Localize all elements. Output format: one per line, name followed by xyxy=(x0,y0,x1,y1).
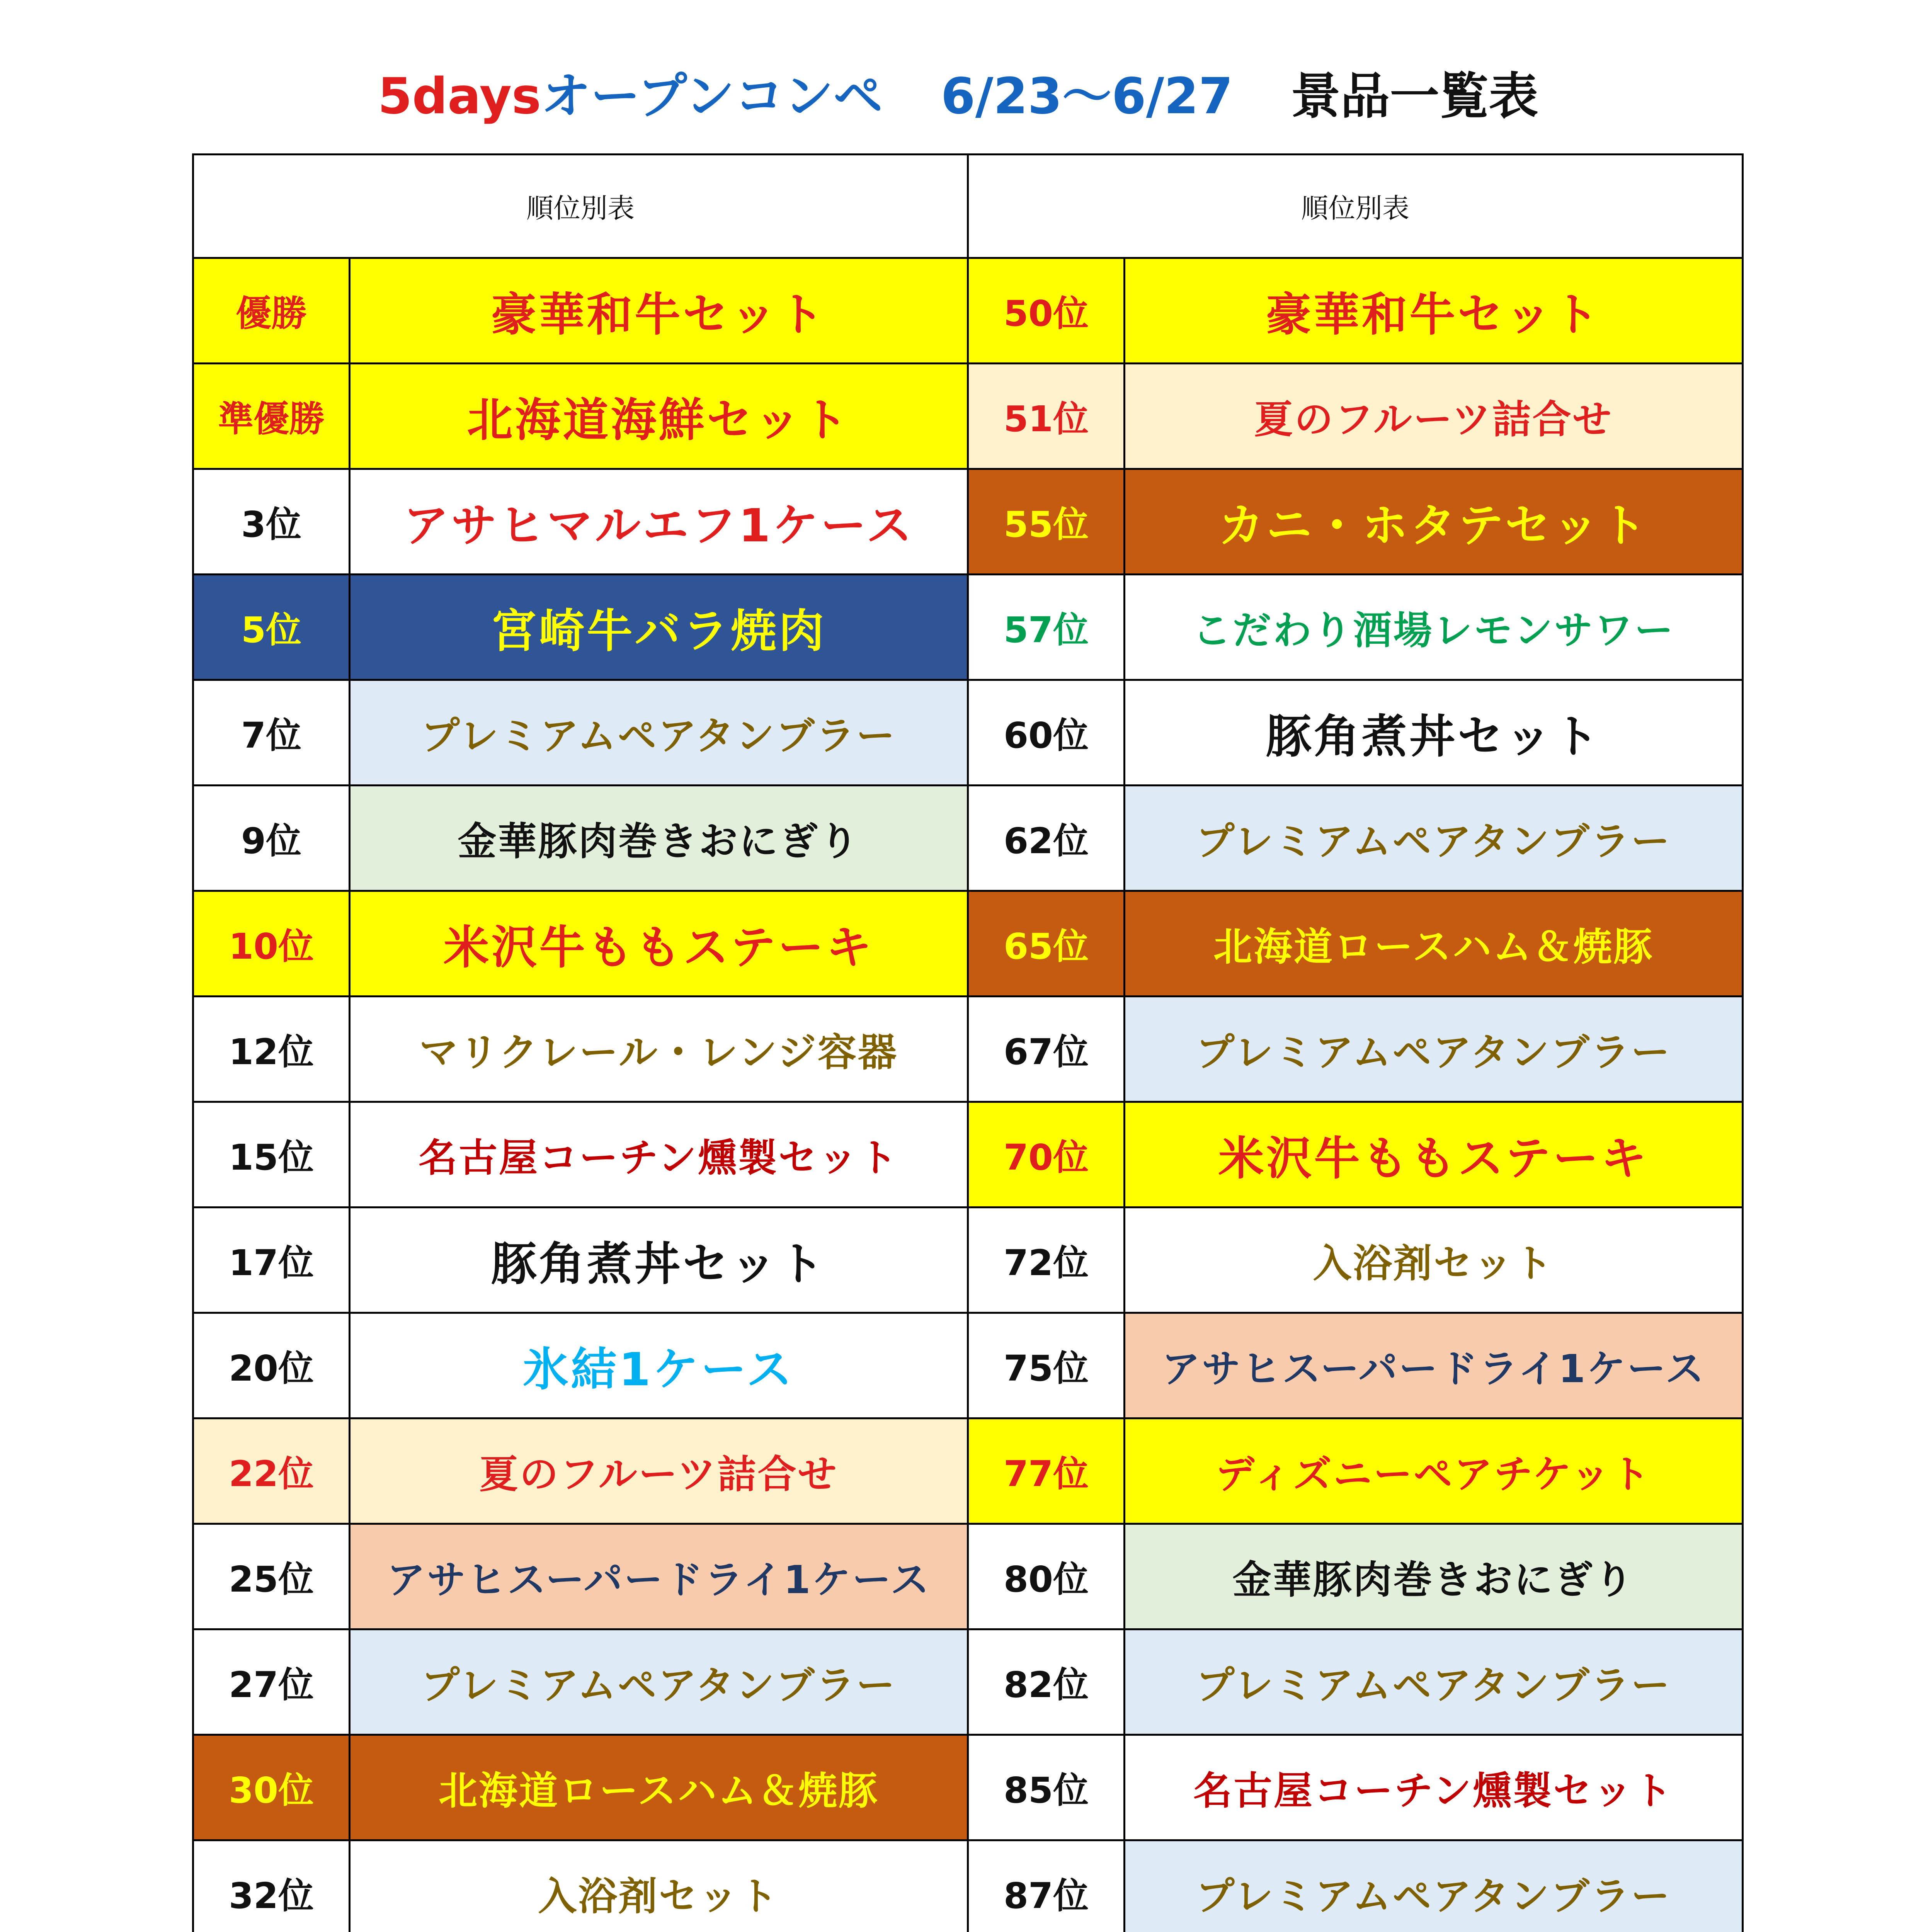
prize-cell-left: 米沢牛ももステーキ xyxy=(350,891,968,997)
prize-cell-left: 入浴剤セット xyxy=(350,1840,968,1932)
prize-cell-right: 金華豚肉巻きおにぎり xyxy=(1125,1524,1743,1629)
table-row xyxy=(193,1313,1743,1418)
rank-cell-right: 50位 xyxy=(968,258,1125,364)
page-title xyxy=(0,58,1916,135)
prize-cell-right: 豪華和牛セット xyxy=(1125,258,1743,364)
prize-cell-right: 北海道ロースハム＆焼豚 xyxy=(1125,891,1743,997)
rank-cell-left: 20位 xyxy=(193,1313,350,1418)
prize-cell-left: 夏のフルーツ詰合せ xyxy=(350,1418,968,1524)
rank-cell-right: 72位 xyxy=(968,1208,1125,1313)
rank-cell-left: 17位 xyxy=(193,1208,350,1313)
rank-cell-right: 55位 xyxy=(968,469,1125,575)
prize-table xyxy=(192,153,1744,1932)
rank-cell-left: 優勝 xyxy=(193,258,350,364)
rank-cell-right: 77位 xyxy=(968,1418,1125,1524)
rank-cell-right: 75位 xyxy=(968,1313,1125,1418)
rank-cell-right: 51位 xyxy=(968,364,1125,469)
rank-cell-left: 32位 xyxy=(193,1840,350,1932)
prize-cell-right: プレミアムペアタンブラー xyxy=(1125,1629,1743,1735)
prize-cell-right: 入浴剤セット xyxy=(1125,1208,1743,1313)
prize-cell-right: ディズニーペアチケット xyxy=(1125,1418,1743,1524)
title-open-compe: オープンコンペ xyxy=(541,68,883,125)
rank-cell-right: 82位 xyxy=(968,1629,1125,1735)
table-row xyxy=(193,364,1743,469)
rank-cell-right: 62位 xyxy=(968,786,1125,891)
prize-cell-left: アサヒマルエフ1ケース xyxy=(350,469,968,575)
prize-cell-right: こだわり酒場レモンサワー xyxy=(1125,575,1743,680)
rank-cell-left: 7位 xyxy=(193,680,350,786)
prize-cell-left: 豚角煮丼セット xyxy=(350,1208,968,1313)
rank-cell-left: 27位 xyxy=(193,1629,350,1735)
rank-cell-left: 12位 xyxy=(193,997,350,1102)
prize-table-body xyxy=(193,155,1743,1932)
rank-cell-right: 80位 xyxy=(968,1524,1125,1629)
prize-cell-right: プレミアムペアタンブラー xyxy=(1125,786,1743,891)
title-5days: 5days xyxy=(378,68,541,125)
table-row xyxy=(193,1629,1743,1735)
prize-cell-right: 米沢牛ももステーキ xyxy=(1125,1102,1743,1208)
table-row xyxy=(193,680,1743,786)
rank-cell-right: 85位 xyxy=(968,1735,1125,1840)
table-row xyxy=(193,1208,1743,1313)
prize-cell-right: 名古屋コーチン燻製セット xyxy=(1125,1735,1743,1840)
rank-cell-left: 22位 xyxy=(193,1418,350,1524)
rank-cell-right: 87位 xyxy=(968,1840,1125,1932)
rank-cell-right: 70位 xyxy=(968,1102,1125,1208)
prize-cell-left: 豪華和牛セット xyxy=(350,258,968,364)
table-row xyxy=(193,469,1743,575)
prize-cell-right: カニ・ホタテセット xyxy=(1125,469,1743,575)
prize-cell-left: 氷結1ケース xyxy=(350,1313,968,1418)
prize-cell-left: 北海道ロースハム＆焼豚 xyxy=(350,1735,968,1840)
table-row xyxy=(193,1524,1743,1629)
prize-cell-left: 金華豚肉巻きおにぎり xyxy=(350,786,968,891)
table-row xyxy=(193,786,1743,891)
prize-cell-left: プレミアムペアタンブラー xyxy=(350,1629,968,1735)
prize-cell-left: プレミアムペアタンブラー xyxy=(350,680,968,786)
rank-cell-left: 3位 xyxy=(193,469,350,575)
table-row xyxy=(193,258,1743,364)
rank-cell-right: 67位 xyxy=(968,997,1125,1102)
rank-cell-left: 15位 xyxy=(193,1102,350,1208)
prize-cell-right: 豚角煮丼セット xyxy=(1125,680,1743,786)
rank-cell-right: 65位 xyxy=(968,891,1125,997)
title-prize-list: 景品一覧表 xyxy=(1291,68,1538,125)
rank-cell-right: 60位 xyxy=(968,680,1125,786)
rank-cell-left: 準優勝 xyxy=(193,364,350,469)
prize-cell-right: プレミアムペアタンブラー xyxy=(1125,997,1743,1102)
header-right: 順位別表 xyxy=(968,155,1743,258)
table-row xyxy=(193,1840,1743,1932)
table-row xyxy=(193,997,1743,1102)
table-row xyxy=(193,891,1743,997)
prize-cell-right: アサヒスーパードライ1ケース xyxy=(1125,1313,1743,1418)
rank-cell-left: 9位 xyxy=(193,786,350,891)
rank-cell-left: 25位 xyxy=(193,1524,350,1629)
title-dates: 6/23〜6/27 xyxy=(941,68,1233,125)
prize-cell-left: 北海道海鮮セット xyxy=(350,364,968,469)
rank-cell-left: 30位 xyxy=(193,1735,350,1840)
prize-cell-left: アサヒスーパードライ1ケース xyxy=(350,1524,968,1629)
table-row xyxy=(193,575,1743,680)
header-left: 順位別表 xyxy=(193,155,968,258)
prize-cell-left: マリクレール・レンジ容器 xyxy=(350,997,968,1102)
prize-cell-left: 宮崎牛バラ焼肉 xyxy=(350,575,968,680)
rank-cell-right: 57位 xyxy=(968,575,1125,680)
prize-cell-left: 名古屋コーチン燻製セット xyxy=(350,1102,968,1208)
table-row xyxy=(193,1102,1743,1208)
prize-cell-right: プレミアムペアタンブラー xyxy=(1125,1840,1743,1932)
rank-cell-left: 5位 xyxy=(193,575,350,680)
table-row xyxy=(193,1418,1743,1524)
table-header-row xyxy=(193,155,1743,258)
table-row xyxy=(193,1735,1743,1840)
prize-cell-right: 夏のフルーツ詰合せ xyxy=(1125,364,1743,469)
rank-cell-left: 10位 xyxy=(193,891,350,997)
